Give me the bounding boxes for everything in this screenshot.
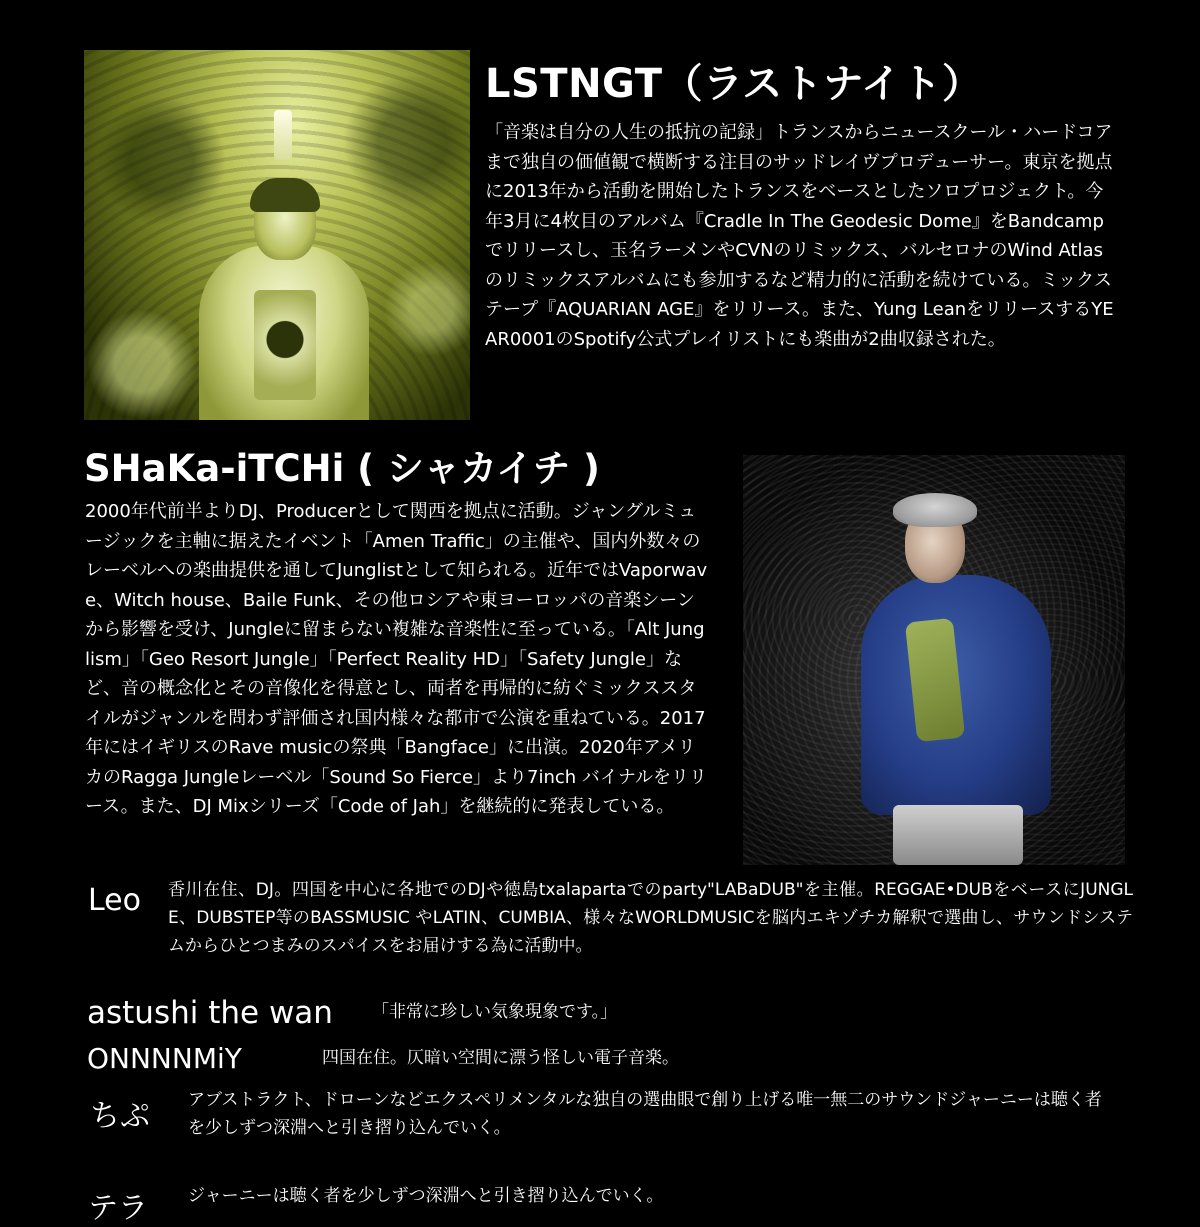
shaka-itchi-photo (743, 455, 1125, 865)
onnnnmiy-bio: 四国在住。仄暗い空間に漂う怪しい電子音楽。 (322, 1048, 679, 1068)
lstngt-bio: 「音楽は自分の人生の抵抗の記録」トランスからニュースクール・ハードコアまで独自の価値観で横断する注目のサッドレイヴプロデューサー。東京を拠点に2013年から活動を開始したトランスをベースとしたソロプロジェクト。今年3月に4枚目のアルバム『Cradle In The Geodesic Dome』をBandcampでリリースし、玉名ラーメンやCVNのリミックス、バルセロナのWind Atlasのリミックスアルバムにも参加するなど精力的に活動を続けている。ミックステープ『AQUARIAN AGE』をリリース。また、Yung LeanをリリースするYEAR0001のSpotify公式プレイリストにも楽曲が2曲収録された。 (485, 122, 1114, 350)
chibu-bio: アブストラクト、ドローンなどエクスペリメンタルな独自の選曲眼で創り上げる唯一無二のサウンドジャーニーは聴く者を少しずつ深淵へと引き摺り込んでいく。 (188, 1090, 1102, 1138)
ceiling-light (274, 110, 292, 160)
chibu-name: ちぷ (90, 1099, 150, 1134)
figure-shirt (254, 290, 316, 400)
shaka-itchi-name: SHaKa-iTCHi ( シャカイチ ) (84, 447, 600, 490)
lstngt-name: LSTNGT（ラストナイト） (485, 61, 983, 107)
astushi-bio: 「非常に珍しい気象現象です。」 (372, 1002, 618, 1022)
leo-bio: 香川在住、DJ。四国を中心に各地でのDJや徳島txalapartaでのparty"LABaDUB"を主催。REGGAE•DUBをベースにJUNGLE、DUBSTEP等のBASSMUSIC やLATIN、CUMBIA、様々なWORLDMUSICを脳内エキゾチカ解釈で選曲し、サウンドシステムからひとつまみのスパイスをお届けする為に活動中。 (168, 880, 1133, 956)
shaka-itchi-bio: 2000年代前半よりDJ、Producerとして関西を拠点に活動。ジャングルミュージックを主軸に据えたイベント「Amen Traffic」の主催や、国内外数々のレーベルへの楽曲提供を通してJunglistとして知られる。近年ではVaporwave、Witch house、Baile Funk、その他ロシアや東ヨーロッパの音楽シーンから影響を受け、Jungleに留まらない複雑な音楽性に至っている。「Alt Junglism」「Geo Resort Jungle」「Perfect Reality HD」「Safety Jungle」など、音の概念化とその音像化を得意とし、両者を再帰的に紡ぐミックススタイルがジャンルを問わず評価され国内様々な都市で公演を重ねている。2017年にはイギリスのRave musicの祭典「Bangface」に出演。2020年アメリカのRagga Jungleレーベル「Sound So Fierce」より7inch バイナルをリリース。また、DJ Mixシリーズ「Code of Jah」を継続的に発表している。 (85, 501, 708, 817)
cutoff-bio: ジャーニーは聴く者を少しずつ深淵へと引き摺り込んでいく。 (188, 1186, 664, 1206)
figure-beret (893, 493, 977, 527)
lstngt-photo (84, 50, 470, 420)
figure-hair (250, 178, 320, 212)
cutoff-name: テラ (88, 1191, 148, 1226)
leo-name: Leo (88, 883, 141, 918)
onnnnmiy-name: ONNNNMiY (87, 1042, 242, 1075)
figure-pants (893, 805, 1023, 865)
astushi-name: astushi the wan (87, 995, 333, 1031)
